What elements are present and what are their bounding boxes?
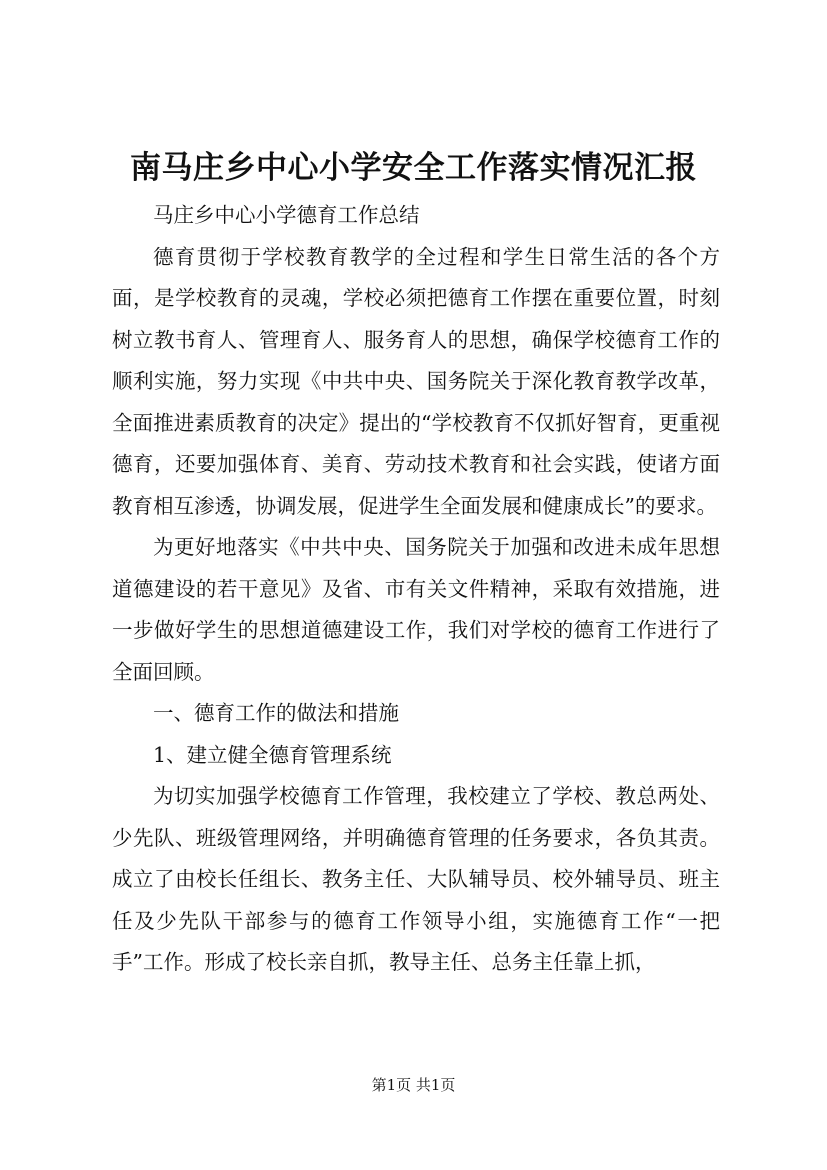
document-body bbox=[112, 195, 720, 984]
subtitle-line: 马庄乡中心小学德育工作总结 bbox=[153, 203, 420, 227]
paragraph-3: 为切实加强学校德育工作管理，我校建立了学校、教总两处、少先队、班级管理网络，并明确德育管理的任务要求，各负其责。成立了由校长任组长、教务主任、大队辅导员、校外辅导员、班主任及少先队干部参与的德育工作领导小组，实施德育工作“一把手”工作。形成了校长亲自抓，教导主任、总务主任靠上抓， bbox=[112, 784, 720, 974]
subsection-heading: 1、建立健全德育管理系统 bbox=[153, 742, 392, 767]
paragraph-1: 德育贯彻于学校教育教学的全过程和学生日常生活的各个方面，是学校教育的灵魂，学校必须把德育工作摆在重要位置，时刻树立教书育人、管理育人、服务育人的思想，确保学校德育工作的顺利实施，努力实现《中共中央、国务院关于深化教育教学改革，全面推进素质教育的决定》提出的“学校教育不仅抓好智育，更重视德育，还要加强体育、美育、劳动技术教育和社会实践，使诸方面教育相互渗透，协调发展，促进学生全面发展和健康成长”的要求。 bbox=[112, 244, 720, 518]
paragraph-2: 为更好地落实《中共中央、国务院关于加强和改进未成年思想道德建设的若干意见》及省、市有关文件精神，采取有效措施，进一步做好学生的思想道德建设工作，我们对学校的德育工作进行了全面回顾。 bbox=[112, 535, 720, 684]
page-footer: 第1页 共1页 bbox=[371, 1076, 456, 1094]
section-heading: 一、德育工作的做法和措施 bbox=[153, 701, 399, 725]
document-title: 南马庄乡中心小学安全工作落实情况汇报 bbox=[130, 150, 697, 186]
